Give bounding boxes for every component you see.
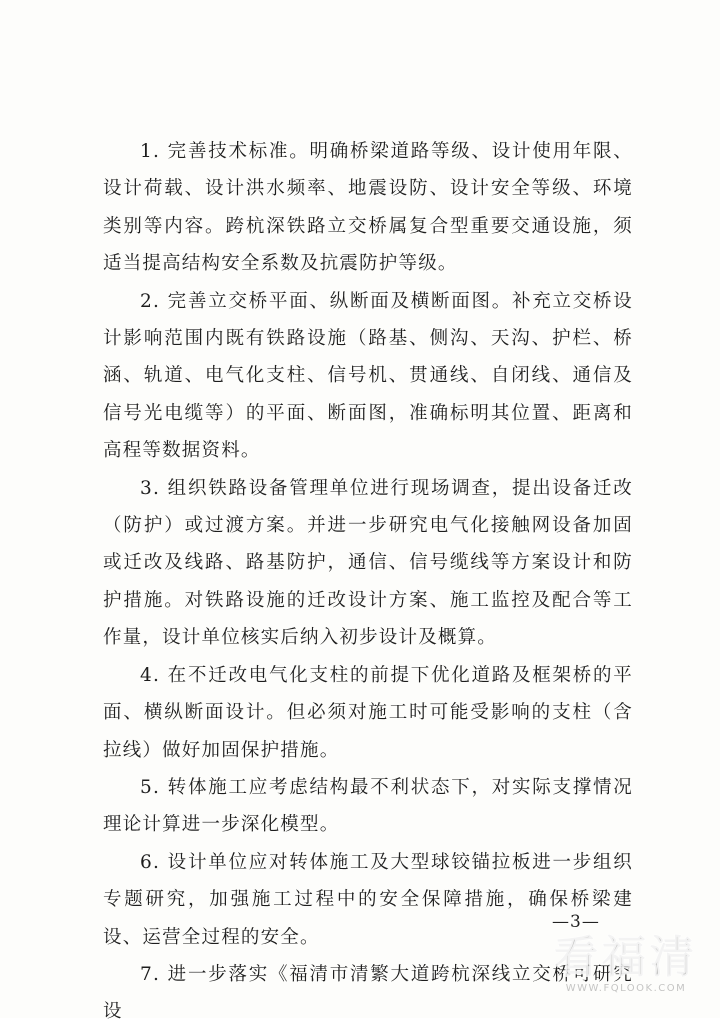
watermark bbox=[554, 932, 698, 994]
watermark-logo: 看福清 bbox=[554, 932, 698, 983]
page-number: —3— bbox=[552, 912, 600, 932]
paragraph-4: 4. 在不迁改电气化支柱的前提下优化道路及框架桥的平面、横纵断面设计。但必须对施工时可能受影响的支柱（含拉线）做好加固保护措施。 bbox=[103, 664, 633, 761]
paragraph-3: 3. 组织铁路设备管理单位进行现场调查，提出设备迁改（防护）或过渡方案。并进一步研究电气化接触网设备加固或迁改及线路、路基防护，通信、信号缆线等方案设计和防护措施。对铁路设施的迁改设计方案、施工监控及配合等工作量，设计单位核实后纳入初步设计及概算。 bbox=[103, 477, 633, 649]
paragraph-1: 1. 完善技术标准。明确桥梁道路等级、设计使用年限、设计荷载、设计洪水频率、地震设防、设计安全等级、环境类别等内容。跨杭深铁路立交桥属复合型重要交通设施，须适当提高结构安全系数及抗震防护等级。 bbox=[103, 141, 633, 275]
paragraph-6: 6. 设计单位应对转体施工及大型球铰锚拉板进一步组织专题研究，加强施工过程中的安全保障措施，确保桥梁建设、运营全过程的安全。 bbox=[103, 851, 633, 948]
paragraph-5: 5. 转体施工应考虑结构最不利状态下，对实际支撑情况理论计算进一步深化模型。 bbox=[103, 776, 633, 836]
document-body bbox=[103, 133, 633, 1031]
watermark-url: WWW.FQLOOK.COM bbox=[565, 983, 687, 994]
paragraph-7: 7. 进一步落实《福清市清繁大道跨杭深线立交桥可研究设 bbox=[103, 963, 633, 1023]
paragraph-2: 2. 完善立交桥平面、纵断面及横断面图。补充立交桥设计影响范围内既有铁路设施（路基、侧沟、天沟、护栏、桥涵、轨道、电气化支柱、信号机、贯通线、自闭线、通信及信号光电缆等）的平面、断面图，准确标明其位置、距离和高程等数据资料。 bbox=[103, 290, 633, 462]
